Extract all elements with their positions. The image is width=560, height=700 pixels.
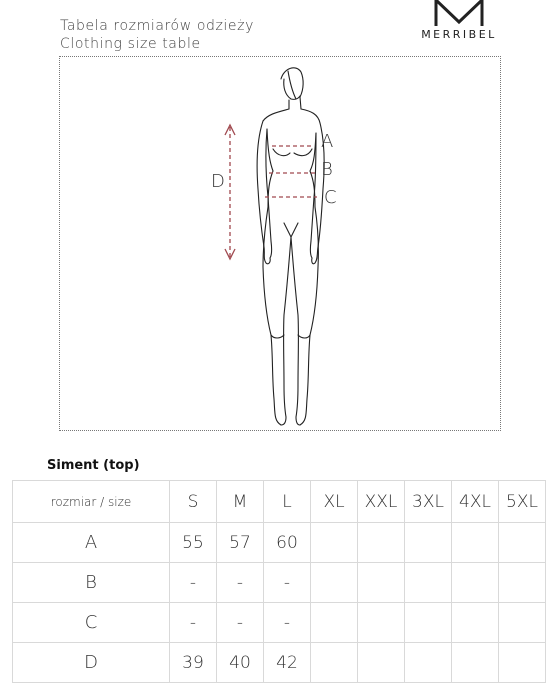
label-b: B <box>321 159 333 180</box>
table-cell <box>358 643 405 683</box>
size-table-body <box>13 481 546 683</box>
size-header-cell: M <box>217 481 264 523</box>
table-cell <box>405 523 452 563</box>
body-figure <box>60 57 502 432</box>
table-cell <box>405 563 452 603</box>
table-cell <box>452 563 499 603</box>
table-cell: 42 <box>264 643 311 683</box>
table-cell: 60 <box>264 523 311 563</box>
header-titles <box>60 17 254 53</box>
table-cell <box>452 603 499 643</box>
table-cell <box>499 523 546 563</box>
table-cell <box>499 563 546 603</box>
table-cell: 40 <box>217 643 264 683</box>
table-row <box>13 523 546 563</box>
table-row <box>13 563 546 603</box>
row-label: B <box>13 563 170 603</box>
table-cell <box>499 643 546 683</box>
brand-monogram-icon <box>433 0 485 26</box>
table-cell: - <box>217 563 264 603</box>
label-a: A <box>321 131 334 152</box>
table-cell: - <box>264 603 311 643</box>
figure-frame <box>59 56 501 431</box>
table-cell <box>358 603 405 643</box>
size-table <box>12 480 546 683</box>
table-cell <box>311 563 358 603</box>
title-polish: Tabela rozmiarów odzieży <box>60 18 254 34</box>
table-cell <box>452 523 499 563</box>
row-label: A <box>13 523 170 563</box>
table-cell: - <box>217 603 264 643</box>
size-header-cell: L <box>264 481 311 523</box>
table-cell <box>358 563 405 603</box>
table-row <box>13 603 546 643</box>
brand-name: MERRIBEL <box>421 28 497 41</box>
size-header-cell: 5XL <box>499 481 546 523</box>
size-header-cell: 4XL <box>452 481 499 523</box>
table-cell: - <box>170 563 217 603</box>
size-header-cell: 3XL <box>405 481 452 523</box>
table-header-row <box>13 481 546 523</box>
table-cell: 57 <box>217 523 264 563</box>
table-cell <box>452 643 499 683</box>
size-header-cell: S <box>170 481 217 523</box>
row-label: C <box>13 603 170 643</box>
brand-logo <box>414 0 504 41</box>
row-label: D <box>13 643 170 683</box>
table-cell: - <box>170 603 217 643</box>
size-header-cell: XXL <box>358 481 405 523</box>
size-column-header: rozmiar / size <box>13 481 170 523</box>
body-outline <box>257 68 324 425</box>
label-c: C <box>324 187 337 208</box>
table-cell <box>358 523 405 563</box>
label-d: D <box>211 171 225 192</box>
table-cell: - <box>264 563 311 603</box>
table-cell <box>499 603 546 643</box>
table-cell: 39 <box>170 643 217 683</box>
table-cell: 55 <box>170 523 217 563</box>
table-cell <box>405 643 452 683</box>
table-cell <box>311 523 358 563</box>
table-cell <box>311 603 358 643</box>
table-cell <box>405 603 452 643</box>
title-english: Clothing size table <box>60 36 201 52</box>
size-header-cell: XL <box>311 481 358 523</box>
product-title: Siment (top) <box>47 458 140 473</box>
table-row <box>13 643 546 683</box>
table-cell <box>311 643 358 683</box>
